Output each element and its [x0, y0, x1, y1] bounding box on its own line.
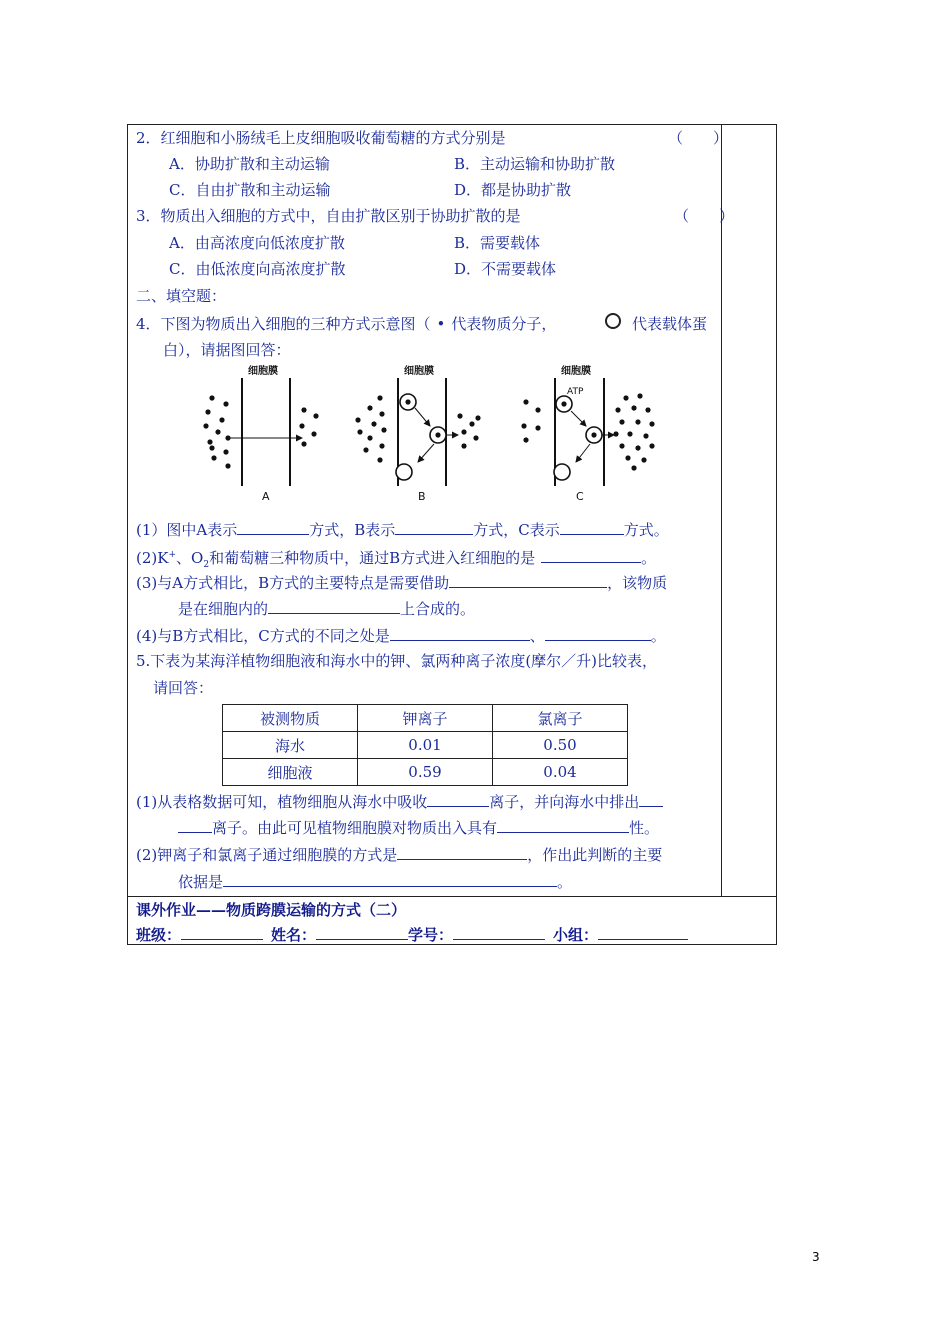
blank-q5-a[interactable] [427, 791, 489, 807]
q2-option-d: D．都是协助扩散 [454, 181, 572, 199]
molecule-dot-symbol: • [436, 315, 446, 333]
table-cell: 海水 [223, 732, 358, 759]
molecules-a-inside [299, 407, 318, 446]
q2-option-a: A．协助扩散和主动运输 [169, 155, 330, 173]
class-field[interactable] [181, 924, 263, 940]
student-info-row: 班级： 姓名： 学号： 小组： [136, 924, 688, 945]
q4-stem-tail: 代表载体蛋 [632, 315, 708, 333]
table-cell: 0.04 [493, 759, 628, 786]
panel-label-a: A [262, 490, 270, 503]
homework-divider [127, 896, 777, 897]
molecules-b-inside [457, 413, 480, 448]
blank-q4-f[interactable] [268, 598, 400, 614]
table-row [223, 759, 628, 786]
blank-q5-b-cont[interactable] [178, 817, 212, 833]
blank-q5-c[interactable] [497, 817, 629, 833]
name-field[interactable] [316, 924, 408, 940]
panel-label-c: C [576, 490, 584, 503]
carrier-c-bottom [554, 464, 570, 480]
q4-part3-cont: 是在细胞内的 上合成的。 [178, 600, 476, 618]
molecules-c-outside [521, 399, 540, 442]
ion-concentration-table [222, 704, 628, 786]
carrier-protein-icon [605, 313, 621, 329]
q2-answer-paren: （ ） [668, 129, 729, 147]
molecules-c-inside [613, 393, 654, 470]
homework-title: 课外作业——物质跨膜运输的方式（二） [136, 901, 407, 919]
table-header-cell: 被测物质 [223, 705, 358, 732]
panel-label-b: B [418, 490, 426, 503]
q3-option-c: C．由低浓度向高浓度扩散 [169, 260, 346, 278]
q5-part2: (2)钾离子和氯离子通过细胞膜的方式是 ，作出此判断的主要 [136, 846, 663, 864]
blank-q4-d[interactable] [541, 547, 641, 563]
q3-stem: 3．物质出入细胞的方式中，自由扩散区别于协助扩散的是 [136, 207, 521, 225]
q5-part1: (1)从表格数据可知，植物细胞从海水中吸收 离子，并向海水中排出 [136, 791, 663, 812]
student-id-field[interactable] [453, 924, 545, 940]
table-header-row [223, 705, 628, 732]
table-cell: 0.50 [493, 732, 628, 759]
q5-part2-cont: 依据是 。 [178, 873, 573, 891]
q2-stem: 2．红细胞和小肠绒毛上皮细胞吸收葡萄糖的方式分别是 [136, 129, 506, 147]
blank-q5-e[interactable] [223, 871, 557, 887]
table-cell: 0.01 [358, 732, 493, 759]
q3-answer-paren: （ ） [674, 207, 735, 225]
q4-stem: 4．下图为物质出入细胞的三种方式示意图（ • 代表物质分子， [136, 315, 557, 333]
q3-option-b: B．需要载体 [454, 234, 541, 252]
q5-stem: 5.下表为某海洋植物细胞液和海水中的钾、氯两种离子浓度(摩尔／升)比较表， [136, 652, 658, 670]
margin-column-divider [721, 124, 722, 897]
table-row [223, 732, 628, 759]
membrane-label-b: 细胞膜 [404, 366, 434, 377]
section-fill-in-heading: 二、填空题： [136, 287, 227, 305]
table-cell: 细胞液 [223, 759, 358, 786]
q4-part1: (1）图中A表示 方式，B表示 方式，C表示 方式。 [136, 521, 669, 539]
q3-option-a: A．由高浓度向低浓度扩散 [169, 234, 345, 252]
membrane-transport-diagram [190, 362, 670, 508]
q3-option-d: D．不需要载体 [454, 260, 557, 278]
q4-part3: (3)与A方式相比，B方式的主要特点是需要借助 ，该物质 [136, 574, 668, 592]
membrane-label-c: 细胞膜 [561, 366, 591, 377]
blank-q5-d[interactable] [397, 844, 527, 860]
q5-part1-cont: 离子。由此可见植物细胞膜对物质出入具有 性。 [178, 817, 659, 838]
table-header-cell: 氯离子 [493, 705, 628, 732]
blank-q4-a[interactable] [237, 519, 309, 535]
q4-part2: (2)K+、$O_2$和葡萄糖三种物质中，通过B方式进入红细胞的是 。 [136, 549, 657, 570]
blank-q4-c[interactable] [560, 519, 624, 535]
q5-stem-continued: 请回答： [153, 679, 214, 697]
molecules-b-outside [355, 395, 386, 462]
q4-stem-continued: 白），请据图回答： [163, 341, 291, 359]
blank-q4-e[interactable] [449, 572, 607, 588]
blank-q5-b[interactable] [639, 791, 663, 807]
membrane-label-a: 细胞膜 [248, 366, 278, 377]
blank-q4-g[interactable] [390, 625, 530, 641]
carrier-b-bottom [396, 464, 412, 480]
atp-label: ATP [567, 387, 584, 397]
molecules-a-outside [203, 395, 230, 468]
blank-q4-b[interactable] [395, 519, 473, 535]
table-header-cell: 钾离子 [358, 705, 493, 732]
group-field[interactable] [598, 924, 688, 940]
page-number: 3 [812, 1250, 820, 1264]
blank-q4-h[interactable] [545, 625, 651, 641]
table-cell: 0.59 [358, 759, 493, 786]
q2-option-c: C．自由扩散和主动运输 [169, 181, 331, 199]
q2-option-b: B．主动运输和协助扩散 [454, 155, 616, 173]
q4-part4: (4)与B方式相比，C方式的不同之处是 、 。 [136, 627, 666, 645]
